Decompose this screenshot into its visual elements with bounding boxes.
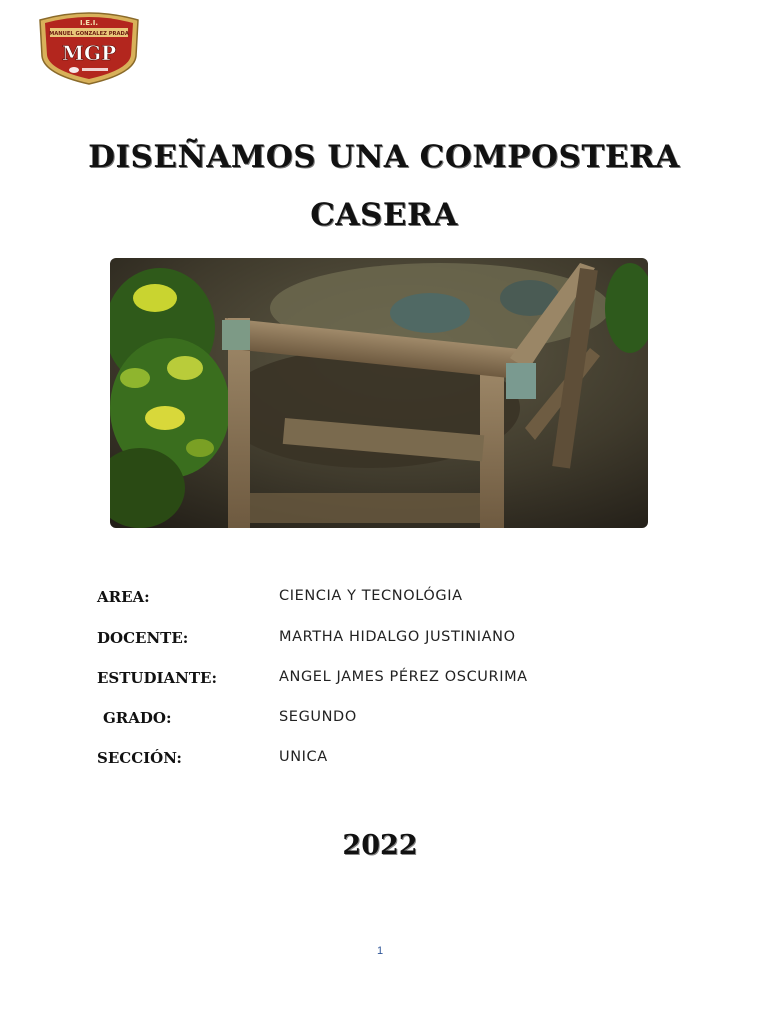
logo-ribbon-text: MANUEL GONZALEZ PRADA	[49, 31, 129, 37]
page-number: 1	[376, 945, 384, 957]
area-value: CIENCIA Y TECNOLÓGIA	[279, 588, 463, 604]
estudiante-value: ANGEL JAMES PÉREZ OSCURIMA	[279, 669, 528, 685]
info-row-estudiante	[0, 669, 768, 693]
grado-label: GRADO:	[103, 709, 172, 727]
info-row-docente	[0, 629, 768, 653]
year: 2022	[342, 830, 418, 861]
logo-initials: MGP	[61, 41, 117, 65]
school-logo	[36, 10, 142, 86]
title-line-1: DISEÑAMOS UNA COMPOSTERA	[88, 139, 680, 175]
grado-value: SEGUNDO	[279, 709, 357, 725]
info-row-grado	[0, 709, 768, 733]
seccion-label: SECCIÓN:	[97, 749, 182, 767]
title-line-2: CASERA	[310, 197, 458, 233]
info-row-seccion	[0, 749, 768, 773]
info-row-area	[0, 588, 768, 612]
seccion-value: UNICA	[279, 749, 328, 765]
docente-value: MARTHA HIDALGO JUSTINIANO	[279, 629, 516, 645]
logo-top-text: I.E.I.	[80, 19, 98, 27]
docente-label: DOCENTE:	[97, 629, 189, 647]
compost-bin-photo	[110, 258, 648, 528]
estudiante-label: ESTUDIANTE:	[97, 669, 218, 687]
document-title	[0, 128, 768, 244]
area-label: AREA:	[97, 588, 150, 606]
